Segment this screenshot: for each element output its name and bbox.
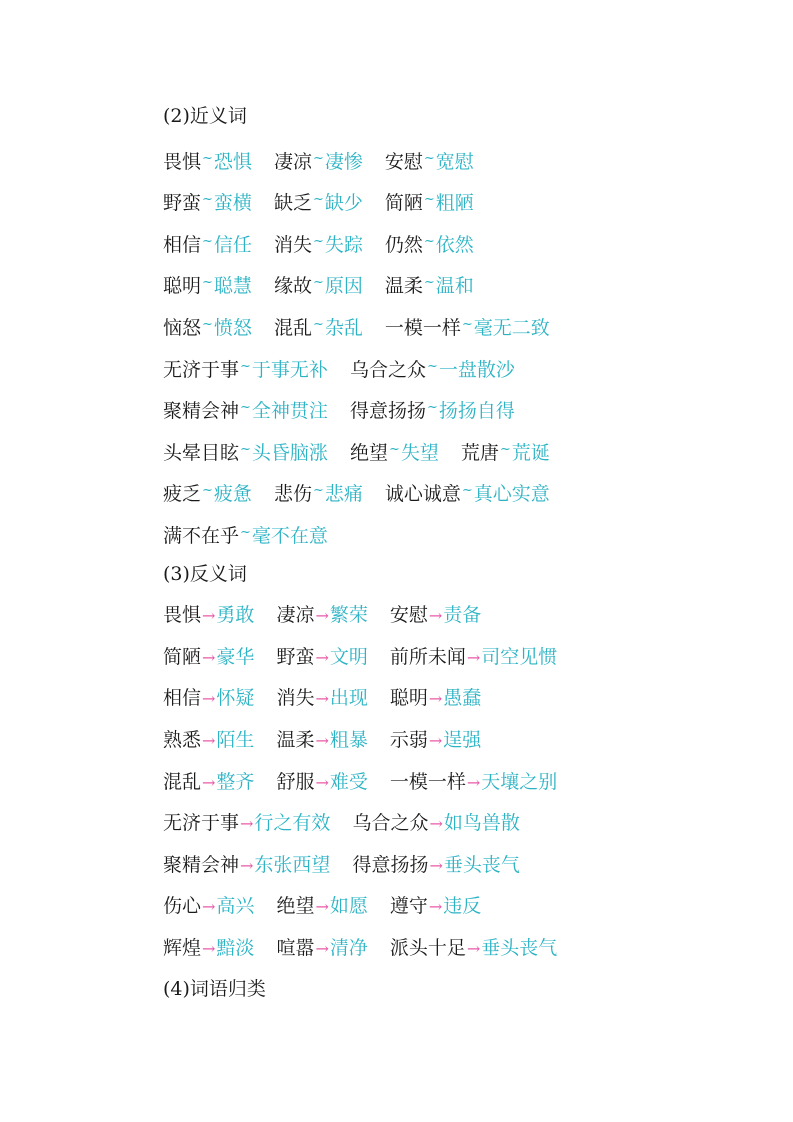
tilde-separator: ~ — [423, 192, 435, 208]
word-pair — [276, 637, 367, 679]
base-word: 缺乏 — [273, 192, 312, 215]
tilde-separator: ~ — [202, 233, 213, 249]
synonym-row — [163, 179, 763, 221]
base-word: 聪明 — [163, 275, 202, 298]
word-pair — [163, 720, 254, 762]
answer-word: 繁荣 — [329, 604, 368, 627]
arrow-icon: → — [315, 772, 329, 792]
base-word: 示弱 — [389, 728, 428, 751]
answer-word: 一盘散沙 — [438, 358, 515, 381]
answer-word: 凄惨 — [324, 150, 363, 173]
answer-word: 于事无补 — [251, 358, 328, 381]
base-word: 野蛮 — [276, 645, 315, 668]
arrow-icon: → — [315, 730, 329, 750]
answer-word: 缺少 — [324, 192, 363, 215]
base-word: 喧嚣 — [276, 936, 315, 959]
answer-word: 责备 — [443, 604, 482, 627]
base-word: 舒服 — [276, 770, 315, 793]
word-pair — [163, 138, 252, 184]
base-word: 相信 — [163, 687, 202, 710]
answer-word: 垂头丧气 — [481, 936, 558, 959]
synonym-row — [163, 221, 763, 263]
antonym-row — [163, 762, 763, 804]
tilde-separator: ~ — [202, 192, 213, 208]
answer-word: 恐惧 — [213, 150, 252, 173]
base-word: 乌合之众 — [352, 812, 429, 835]
word-pair — [352, 845, 519, 887]
arrow-icon: → — [315, 606, 329, 626]
word-pair — [350, 346, 515, 392]
word-pair — [276, 678, 367, 720]
answer-word: 宽慰 — [435, 150, 474, 173]
word-pair — [163, 429, 328, 475]
tilde-separator: ~ — [240, 400, 251, 416]
base-word: 温柔 — [276, 728, 315, 751]
answer-word: 愚蠢 — [443, 687, 482, 710]
tilde-separator: ~ — [423, 233, 435, 249]
tilde-separator: ~ — [240, 524, 251, 540]
word-pair — [276, 928, 367, 970]
word-pair — [390, 762, 557, 804]
answer-word: 扬扬自得 — [438, 400, 515, 423]
word-pair — [163, 886, 254, 928]
synonym-row — [163, 387, 763, 429]
base-word: 前所未闻 — [389, 645, 466, 668]
word-pair — [390, 720, 481, 762]
antonym-row — [163, 637, 763, 679]
tilde-separator: ~ — [202, 316, 213, 332]
base-word: 荒唐 — [460, 441, 499, 464]
answer-word: 司空见惯 — [481, 645, 558, 668]
arrow-icon: → — [240, 814, 254, 834]
word-pair — [385, 304, 550, 350]
tilde-separator: ~ — [312, 192, 324, 208]
base-word: 得意扬扬 — [349, 400, 426, 423]
base-word: 头晕目眩 — [163, 441, 240, 464]
arrow-icon: → — [240, 855, 254, 875]
word-pair — [390, 928, 557, 970]
arrow-icon: → — [466, 647, 481, 667]
word-pair — [276, 762, 367, 804]
tilde-separator: ~ — [423, 150, 435, 166]
arrow-icon: → — [202, 689, 216, 709]
antonyms-list — [163, 595, 763, 969]
antonym-row — [163, 720, 763, 762]
arrow-icon: → — [428, 897, 443, 917]
word-pair — [276, 595, 367, 637]
answer-word: 难受 — [329, 770, 368, 793]
word-pair — [163, 595, 254, 637]
synonym-row — [163, 346, 763, 388]
answer-word: 毫不在意 — [251, 524, 328, 547]
base-word: 聚精会神 — [163, 853, 240, 876]
tilde-separator: ~ — [426, 400, 438, 416]
answer-word: 如鸟兽散 — [443, 812, 520, 835]
tilde-separator: ~ — [461, 316, 473, 332]
antonym-row — [163, 803, 763, 845]
tilde-separator: ~ — [240, 441, 251, 457]
answer-word: 头昏脑涨 — [251, 441, 328, 464]
antonym-row — [163, 886, 763, 928]
word-pair — [390, 678, 481, 720]
answer-word: 原因 — [324, 275, 363, 298]
synonym-row — [163, 429, 763, 471]
answer-word: 垂头丧气 — [443, 853, 520, 876]
answer-word: 依然 — [435, 233, 474, 256]
answer-word: 整齐 — [216, 770, 255, 793]
word-pair — [390, 595, 481, 637]
arrow-icon: → — [202, 897, 216, 917]
answer-word: 粗陋 — [435, 192, 474, 215]
tilde-separator: ~ — [426, 358, 438, 374]
tilde-separator: ~ — [312, 275, 324, 291]
answer-word: 杂乱 — [324, 316, 363, 339]
base-word: 消失 — [276, 687, 315, 710]
arrow-icon: → — [428, 606, 443, 626]
answer-word: 粗暴 — [329, 728, 368, 751]
answer-word: 怀疑 — [216, 687, 255, 710]
arrow-icon: → — [202, 730, 216, 750]
word-pair — [274, 470, 363, 516]
base-word: 凄凉 — [273, 150, 312, 173]
base-word: 满不在乎 — [163, 524, 240, 547]
antonym-row — [163, 928, 763, 970]
synonym-row — [163, 138, 763, 180]
base-word: 畏惧 — [163, 150, 202, 173]
tilde-separator: ~ — [312, 483, 324, 499]
tilde-separator: ~ — [312, 150, 324, 166]
word-pair — [352, 803, 519, 845]
arrow-icon: → — [429, 855, 443, 875]
arrow-icon: → — [466, 938, 481, 958]
answer-word: 信任 — [213, 233, 252, 256]
antonym-row — [163, 845, 763, 887]
synonym-row — [163, 512, 763, 554]
base-word: 消失 — [273, 233, 312, 256]
base-word: 一模一样 — [389, 770, 466, 793]
base-word: 派头十足 — [389, 936, 466, 959]
arrow-icon: → — [315, 647, 329, 667]
word-pair — [163, 262, 252, 308]
answer-word: 高兴 — [216, 895, 255, 918]
base-word: 遵守 — [389, 895, 428, 918]
answer-word: 愤怒 — [213, 316, 252, 339]
word-pair — [163, 470, 252, 516]
answer-word: 文明 — [329, 645, 368, 668]
answer-word: 勇敢 — [216, 604, 255, 627]
word-pair — [163, 928, 254, 970]
word-pair — [163, 346, 328, 392]
base-word: 畏惧 — [163, 604, 202, 627]
word-pair — [274, 262, 363, 308]
word-pair — [276, 720, 367, 762]
word-pair — [163, 678, 254, 720]
answer-word: 失踪 — [324, 233, 363, 256]
answer-word: 违反 — [443, 895, 482, 918]
word-pair — [163, 304, 252, 350]
word-pair — [385, 179, 474, 225]
word-pair — [163, 637, 254, 679]
base-word: 无济于事 — [163, 812, 240, 835]
base-word: 诚心诚意 — [384, 483, 461, 506]
base-word: 混乱 — [163, 770, 202, 793]
answer-word: 出现 — [329, 687, 368, 710]
worksheet-page — [163, 96, 763, 1011]
base-word: 疲乏 — [163, 483, 202, 506]
base-word: 简陋 — [163, 645, 202, 668]
answer-word: 温和 — [435, 275, 474, 298]
answer-word: 疲惫 — [213, 483, 252, 506]
word-pair — [461, 429, 550, 475]
word-pair — [385, 138, 474, 184]
base-word: 仍然 — [384, 233, 423, 256]
base-word: 简陋 — [384, 192, 423, 215]
base-word: 温柔 — [384, 275, 423, 298]
answer-word: 荒诞 — [511, 441, 550, 464]
synonyms-heading: (2)近义词 — [163, 105, 247, 127]
word-pair — [276, 886, 367, 928]
answer-word: 毫无二致 — [473, 316, 550, 339]
answer-word: 蛮横 — [213, 192, 252, 215]
arrow-icon: → — [202, 606, 216, 626]
answer-word: 全神贯注 — [251, 400, 328, 423]
answer-word: 黯淡 — [216, 936, 255, 959]
answer-word: 悲痛 — [324, 483, 363, 506]
word-pair — [390, 886, 481, 928]
arrow-icon: → — [315, 938, 329, 958]
base-word: 野蛮 — [163, 192, 202, 215]
base-word: 相信 — [163, 233, 202, 256]
answer-word: 逞强 — [443, 728, 482, 751]
base-word: 安慰 — [389, 604, 428, 627]
word-pair — [163, 179, 252, 225]
tilde-separator: ~ — [202, 275, 213, 291]
word-pair — [163, 221, 252, 267]
word-pair — [163, 845, 330, 887]
answer-word: 聪慧 — [213, 275, 252, 298]
base-word: 凄凉 — [276, 604, 315, 627]
tilde-separator: ~ — [312, 316, 324, 332]
base-word: 绝望 — [276, 895, 315, 918]
base-word: 缘故 — [273, 275, 312, 298]
tilde-separator: ~ — [423, 275, 435, 291]
arrow-icon: → — [315, 689, 329, 709]
classification-heading: (4)词语归类 — [163, 978, 266, 1001]
base-word: 辉煌 — [163, 936, 202, 959]
antonym-row — [163, 595, 763, 637]
base-word: 绝望 — [349, 441, 388, 464]
base-word: 熟悉 — [163, 728, 202, 751]
arrow-icon: → — [428, 689, 443, 709]
base-word: 恼怒 — [163, 316, 202, 339]
base-word: 乌合之众 — [349, 358, 426, 381]
antonyms-heading: (3)反义词 — [163, 562, 247, 585]
synonym-row — [163, 262, 763, 304]
answer-word: 豪华 — [216, 645, 255, 668]
answer-word: 如愿 — [329, 895, 368, 918]
word-pair — [163, 387, 328, 433]
word-pair — [385, 470, 550, 516]
base-word: 得意扬扬 — [352, 853, 429, 876]
word-pair — [274, 138, 363, 184]
word-pair — [163, 512, 328, 558]
antonym-row — [163, 678, 763, 720]
tilde-separator: ~ — [388, 441, 400, 457]
word-pair — [274, 221, 363, 267]
base-word: 安慰 — [384, 150, 423, 173]
word-pair — [350, 429, 439, 475]
word-pair — [385, 262, 474, 308]
word-pair — [274, 179, 363, 225]
answer-word: 东张西望 — [254, 853, 331, 876]
base-word: 聚精会神 — [163, 400, 240, 423]
answer-word: 陌生 — [216, 728, 255, 751]
word-pair — [163, 762, 254, 804]
tilde-separator: ~ — [240, 358, 251, 374]
answer-word: 失望 — [400, 441, 439, 464]
base-word: 伤心 — [163, 895, 202, 918]
synonyms-list — [163, 138, 763, 554]
tilde-separator: ~ — [312, 233, 324, 249]
answer-word: 天壤之别 — [481, 770, 558, 793]
answer-word: 真心实意 — [473, 483, 550, 506]
word-pair — [163, 803, 330, 845]
base-word: 聪明 — [389, 687, 428, 710]
base-word: 无济于事 — [163, 358, 240, 381]
arrow-icon: → — [315, 897, 329, 917]
synonym-row — [163, 304, 763, 346]
tilde-separator: ~ — [499, 441, 511, 457]
arrow-icon: → — [466, 772, 481, 792]
answer-word: 行之有效 — [254, 812, 331, 835]
arrow-icon: → — [429, 814, 443, 834]
synonym-row — [163, 470, 763, 512]
tilde-separator: ~ — [202, 483, 213, 499]
word-pair — [274, 304, 363, 350]
arrow-icon: → — [428, 730, 443, 750]
answer-word: 清净 — [329, 936, 368, 959]
word-pair — [385, 221, 474, 267]
tilde-separator: ~ — [461, 483, 473, 499]
base-word: 一模一样 — [384, 316, 461, 339]
arrow-icon: → — [202, 772, 216, 792]
base-word: 悲伤 — [273, 483, 312, 506]
word-pair — [390, 637, 557, 679]
word-pair — [350, 387, 515, 433]
arrow-icon: → — [202, 647, 216, 667]
arrow-icon: → — [202, 938, 216, 958]
tilde-separator: ~ — [202, 150, 213, 166]
base-word: 混乱 — [273, 316, 312, 339]
